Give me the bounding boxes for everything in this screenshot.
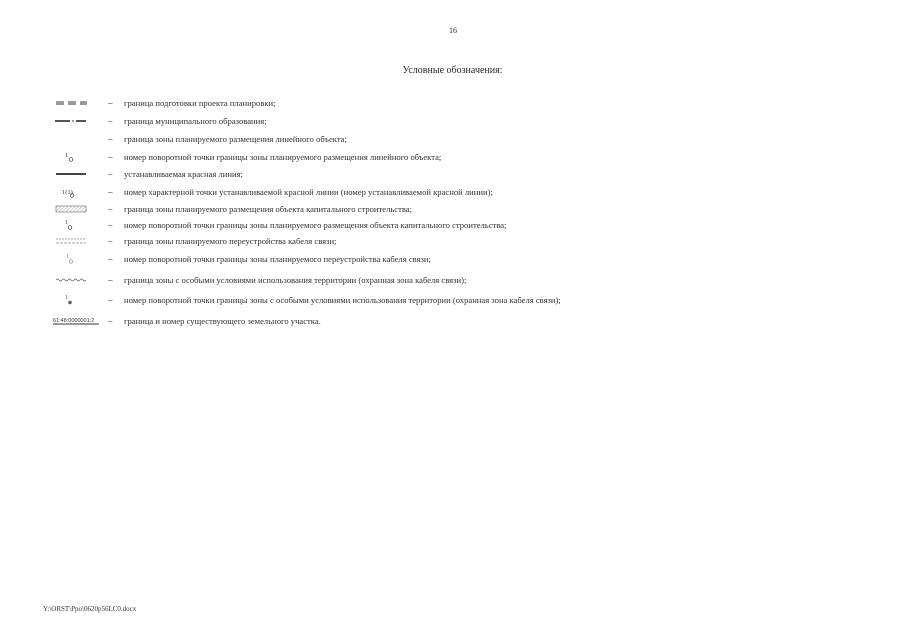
legend-row-linear-turning-point (40, 150, 760, 164)
legend-dash: – (108, 295, 113, 305)
legend-dash: – (108, 187, 113, 197)
legend-text: номер поворотной точки границы зоны планируемого размещения объекта капитального строительства; (124, 220, 507, 230)
legend-row-cable-rebuild-zone (40, 234, 760, 248)
svg-text:1: 1 (65, 220, 68, 226)
legend-dash: – (108, 275, 113, 285)
svg-text:1: 1 (65, 295, 68, 301)
legend-text: граница зоны с особыми условиями использования территории (охранная зона кабеля связи); (124, 275, 467, 285)
legend-text: номер поворотной точки границы зоны планируемого размещения линейного объекта; (124, 152, 442, 162)
legend-dash: – (108, 98, 113, 108)
legend-dash: – (108, 134, 113, 144)
page-number: 16 (449, 26, 457, 35)
legend-text: граница зоны планируемого переустройства кабеля связи; (124, 236, 337, 246)
legend-text: граница подготовки проекта планировки; (124, 98, 276, 108)
legend-row-protected-zone (40, 273, 760, 287)
legend-text: граница зоны планируемого размещения линейного объекта; (124, 134, 347, 144)
svg-text:1: 1 (65, 153, 68, 159)
legend-dash: – (108, 169, 113, 179)
legend-dash: – (108, 116, 113, 126)
legend-text: устанавливаемая красная линия; (124, 169, 243, 179)
legend-row-municipal-boundary (40, 114, 760, 128)
legend-text: номер характерной точки устанавливаемой красной линии (номер устанавливаемой красной линии); (124, 187, 493, 197)
legend-row-linear-object-zone (40, 132, 760, 146)
legend-row-land-plot (40, 314, 760, 328)
legend-dash: – (108, 152, 113, 162)
legend-text: граница и номер существующего земельного участка. (124, 316, 321, 326)
legend-text: номер поворотной точки границы зоны с особыми условиями использования территории (охранная зона кабеля связи); (124, 295, 561, 305)
legend-dash: – (108, 236, 113, 246)
legend-title: Условные обозначения: (402, 65, 503, 76)
legend-dash: – (108, 220, 113, 230)
file-path: Y:\ORST\Ppo\0620p56LC0.docx (43, 605, 137, 613)
legend-text: граница муниципального образования; (124, 116, 267, 126)
legend-row-red-line (40, 167, 760, 181)
svg-text:1(1): 1(1) (62, 189, 73, 196)
legend-text: граница зоны планируемого размещения объекта капитального строительства; (124, 204, 413, 214)
legend-row-project-boundary (40, 96, 760, 110)
legend-row-protected-turning-point (40, 293, 760, 307)
legend-text: номер поворотной точки границы зоны планируемого переустройства кабеля связи; (124, 254, 431, 264)
svg-text:1: 1 (66, 254, 69, 260)
legend-dash: – (108, 254, 113, 264)
legend-row-red-line-point (40, 185, 760, 199)
legend-row-capital-turning-point (40, 218, 760, 232)
legend-row-cable-turning-point (40, 252, 760, 266)
legend-dash: – (108, 204, 113, 214)
legend-dash: – (108, 316, 113, 326)
svg-text:61:48:0000001:2: 61:48:0000001:2 (53, 318, 95, 324)
legend-row-capital-object-zone (40, 202, 760, 216)
